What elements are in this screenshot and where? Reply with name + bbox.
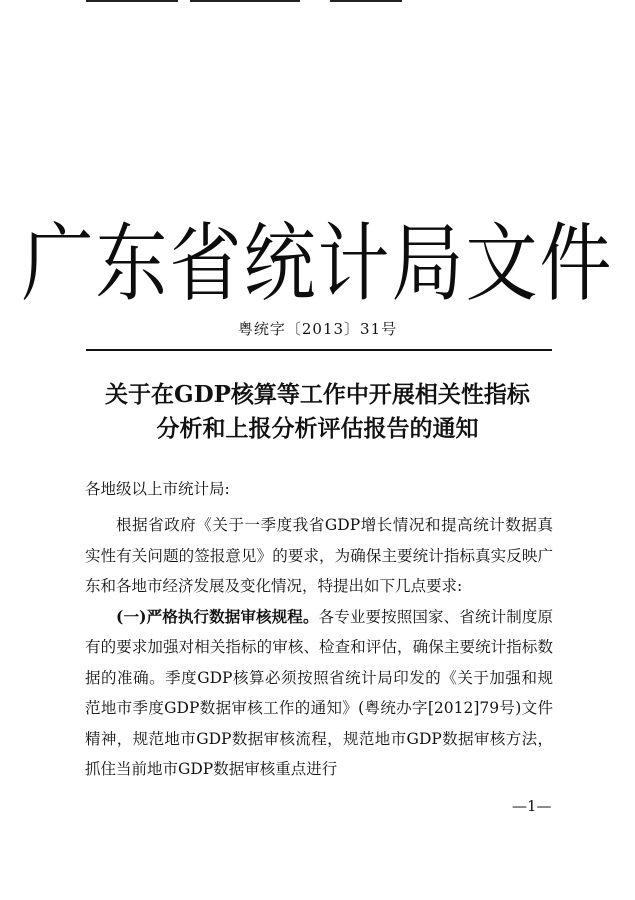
- document-subject: [60, 378, 575, 446]
- paragraph-2-heading: (一)严格执行数据审核规程。: [116, 606, 319, 626]
- subject-line-2: 分析和上报分析评估报告的通知: [156, 415, 479, 442]
- paragraph-1: 根据省政府《关于一季度我省GDP增长情况和提高统计数据真实性有关问题的签报意见》的要求，为确保主要统计指标真实反映广东和各地市经济发展及变化情况，特提出如下几点要求:: [85, 516, 553, 595]
- document-body: [85, 510, 553, 785]
- document-number: 粤统字〔2013〕31号: [237, 320, 398, 338]
- scan-mark: [330, 0, 402, 2]
- header-divider: [86, 349, 552, 351]
- scan-mark: [190, 0, 300, 2]
- addressee: 各地级以上市统计局:: [85, 480, 230, 498]
- document-header-title: 广东省统计局文件: [21, 213, 614, 313]
- paragraph-2: [85, 602, 553, 785]
- subject-line-1: 关于在GDP核算等工作中开展相关性指标: [105, 381, 530, 408]
- scan-mark: [86, 0, 178, 2]
- paragraph-2-body: 各专业要按照国家、省统计制度原有的要求加强对相关指标的审核、检查和评估，确保主要统计指标数据的准确。季度GDP核算必须按照省统计局印发的《关于加强和规范地市季度GDP数据审核工作的通知》(粤统办字[2012]79号)文件精神，规范地市GDP数据审核流程，规范地市GDP数据审核方法，抓住当前地市GDP数据审核重点进行: [85, 607, 553, 778]
- page-number: —1—: [512, 797, 552, 815]
